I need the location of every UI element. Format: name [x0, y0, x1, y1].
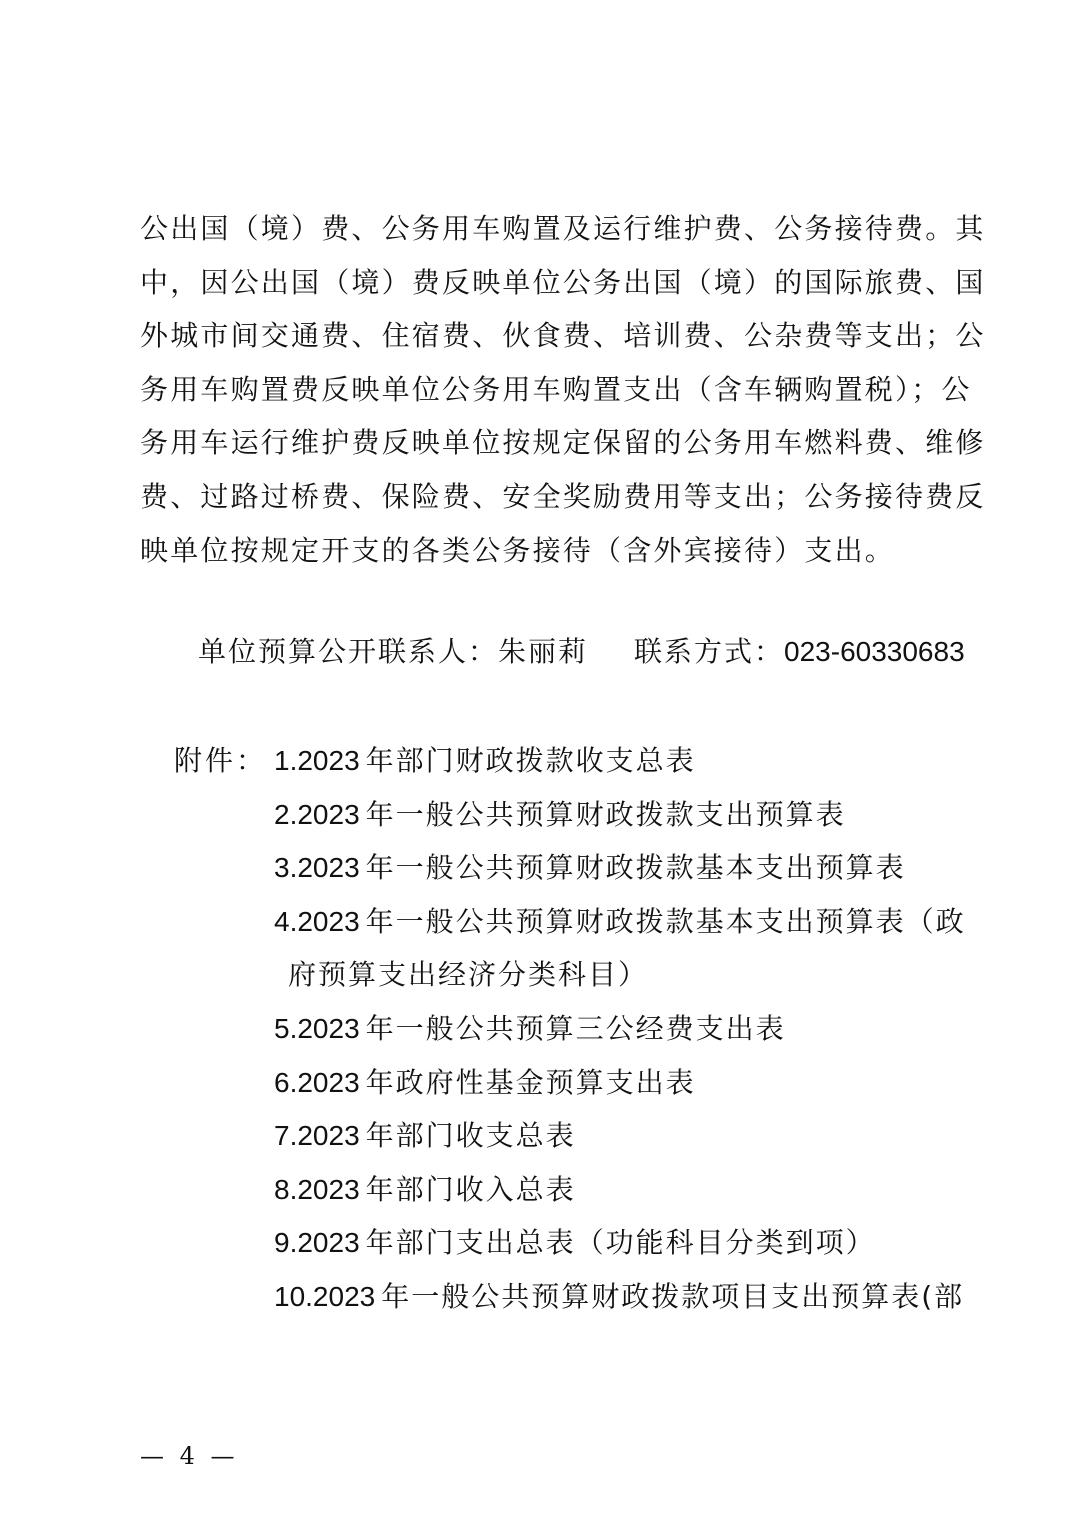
attachment-number: 3.2023 [274, 852, 360, 884]
attachment-title: 府预算支出经济分类科目） [288, 958, 649, 992]
attachment-item-continuation [274, 948, 954, 1002]
attachment-number: 10.2023 [274, 1280, 376, 1312]
attachment-number: 6.2023 [274, 1066, 360, 1098]
attachment-item [274, 895, 966, 949]
attachment-number: 4.2023 [274, 905, 360, 937]
attachment-title: 年部门收支总表 [365, 1119, 576, 1153]
attachment-title: 年一般公共预算财政拨款项目支出预算表(部 [381, 1279, 965, 1313]
attachment-title: 年一般公共预算财政拨款支出预算表 [365, 797, 846, 831]
attachment-title: 年政府性基金预算支出表 [365, 1065, 696, 1099]
attachment-title: 年一般公共预算财政拨款基本支出预算表 [365, 851, 906, 885]
paragraph-line: 中，因公出国（境）费反映单位公务出国（境）的国际旅费、国 [140, 265, 986, 299]
attachment-title: 年一般公共预算财政拨款基本支出预算表（政 [365, 904, 966, 938]
attachment-title: 年部门财政拨款收支总表 [365, 744, 696, 777]
attachment-item [274, 841, 954, 895]
attachment-title: 年部门收入总表 [365, 1172, 576, 1206]
attachments-list [274, 734, 966, 1324]
contact-method-label: 联系方式： [634, 635, 785, 668]
paragraph-line: 映单位按规定开支的各类公务接待（含外宾接待）支出。 [140, 533, 896, 567]
attachment-number: 9.2023 [274, 1227, 360, 1259]
attachment-item [274, 1002, 954, 1056]
contact-person: 单位预算公开联系人：朱丽莉 [198, 635, 589, 668]
attachment-item [274, 1109, 954, 1163]
page-number: — 4 — [140, 1442, 239, 1470]
paragraph-line: 务用车购置费反映单位公务用车购置支出（含车辆购置税）；公 [140, 372, 972, 406]
attachment-item [274, 1056, 954, 1110]
contact-phone: 023-60330683 [784, 636, 965, 667]
paragraph-line: 公出国（境）费、公务用车购置及运行维护费、公务接待费。其 [140, 212, 986, 245]
attachment-item [274, 1216, 954, 1270]
body-paragraph [140, 202, 986, 577]
attachments-label: 附件： [174, 744, 268, 777]
attachment-number: 1.2023 [274, 745, 360, 776]
attachment-title: 年部门支出总表（功能科目分类到项） [365, 1226, 876, 1260]
attachment-number: 2.2023 [274, 798, 360, 830]
attachment-number: 5.2023 [274, 1012, 360, 1044]
attachment-number: 8.2023 [274, 1173, 360, 1205]
attachment-number: 7.2023 [274, 1120, 360, 1152]
paragraph-line: 务用车运行维护费反映单位按规定保留的公务用车燃料费、维修 [140, 426, 986, 460]
attachment-item [274, 1270, 965, 1324]
paragraph-line: 外城市间交通费、住宿费、伙食费、培训费、公杂费等支出；公 [140, 319, 986, 353]
attachment-title: 年一般公共预算三公经费支出表 [365, 1011, 786, 1045]
attachment-item [274, 734, 954, 788]
attachment-item [274, 788, 954, 842]
paragraph-line: 费、过路过桥费、保险费、安全奖励费用等支出；公务接待费反 [140, 479, 986, 513]
attachment-item [274, 1163, 954, 1217]
contact-line [198, 630, 965, 674]
